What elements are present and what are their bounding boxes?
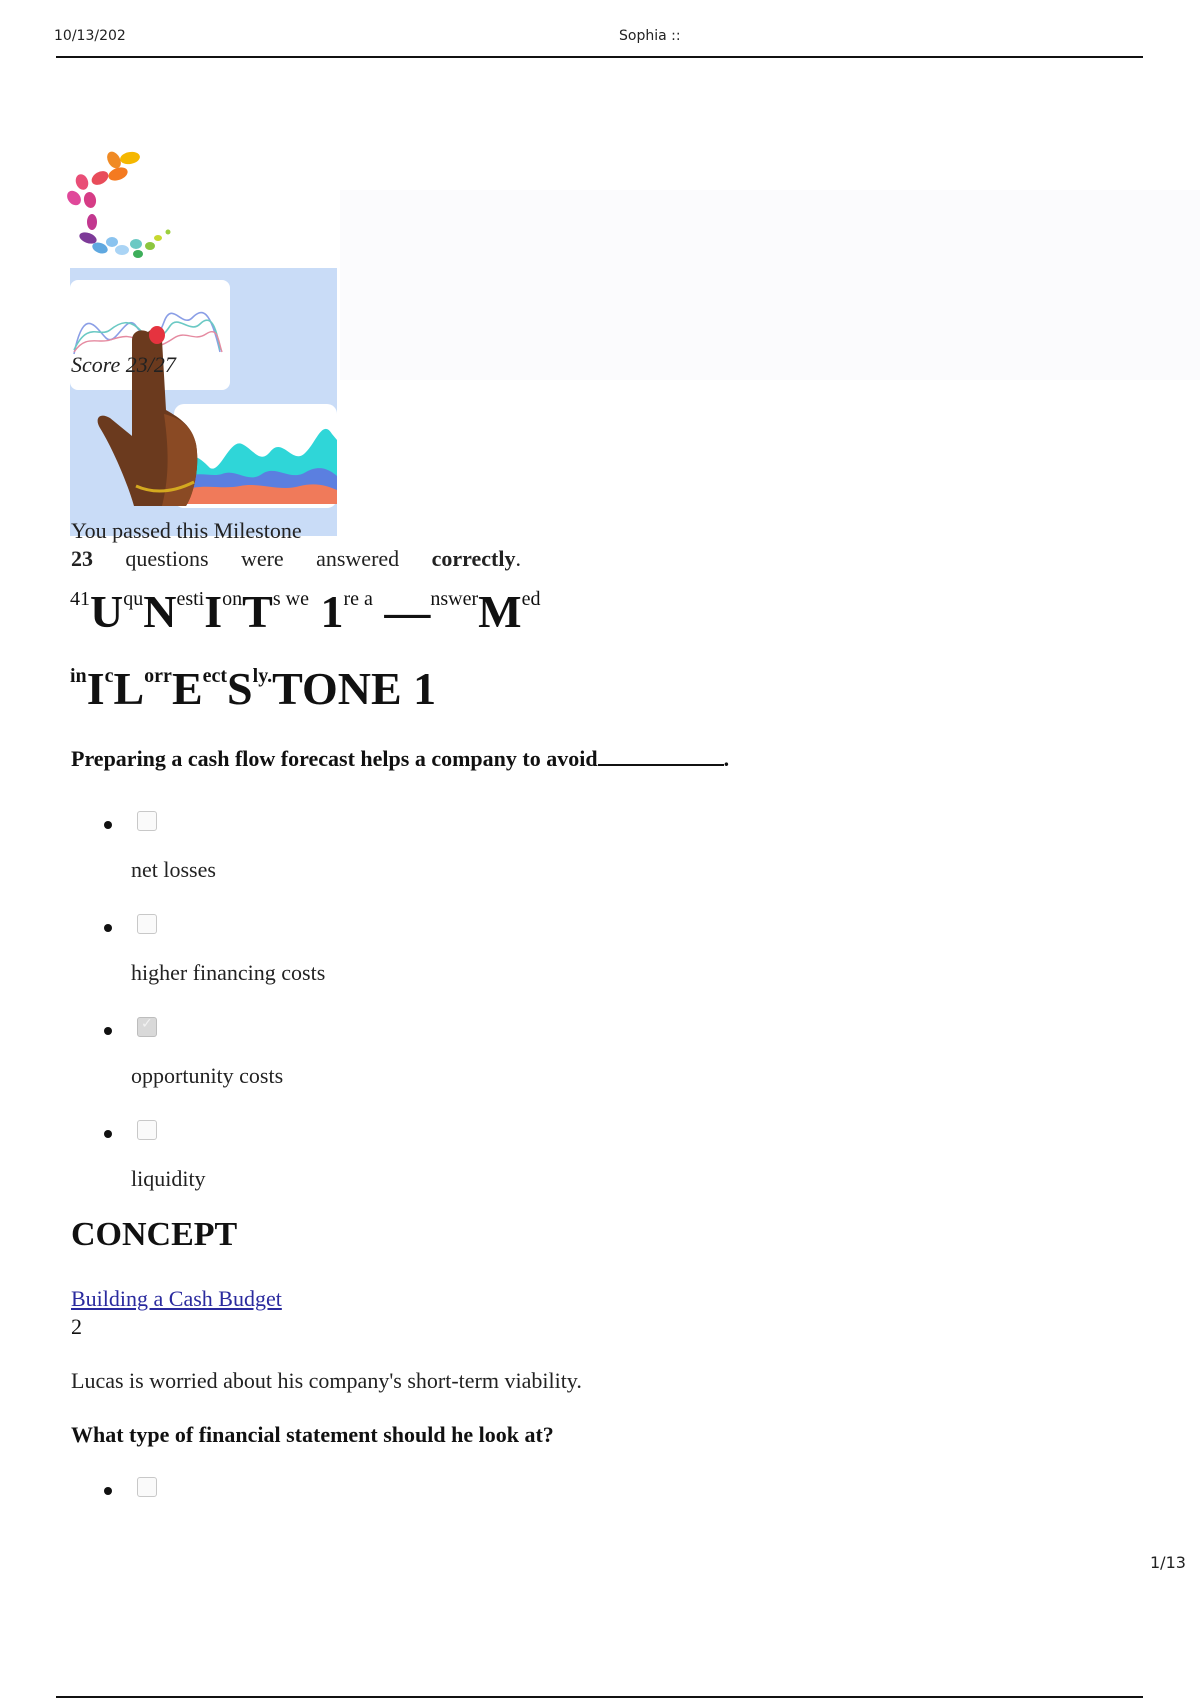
heading-fragment: I (86, 663, 105, 714)
summary-correctly: correctly. (431, 546, 521, 571)
summary-word: questions (125, 546, 209, 571)
superscript-fragment: esti (176, 588, 205, 610)
heading-fragment: U (90, 586, 124, 637)
answered-summary (71, 546, 521, 572)
milestone-passed-text: You passed this Milestone (71, 518, 302, 543)
heading-fragment: N (143, 586, 177, 637)
superscript-fragment: nswer (430, 588, 479, 610)
top-rule (56, 56, 1143, 58)
option-checkbox[interactable] (137, 914, 157, 934)
option-label: liquidity (131, 1166, 206, 1191)
option-checkbox-checked[interactable] (137, 1017, 157, 1037)
heading-fragment: S (227, 663, 253, 714)
summary-word: were (240, 546, 284, 571)
heading-fragment: M (478, 586, 522, 637)
option-checkbox[interactable] (137, 1477, 157, 1497)
option-label: net losses (131, 857, 216, 882)
header-date: 10/13/202 (54, 28, 126, 44)
heading-fragment: — (372, 586, 431, 637)
heading-fragment: I (204, 586, 223, 637)
option-checkbox[interactable] (137, 1120, 157, 1140)
bottom-rule (56, 1696, 1143, 1698)
page-number: 1/13 (1150, 1553, 1186, 1572)
bullet (104, 821, 112, 829)
heading-fragment: E (171, 663, 203, 714)
question-1-prompt: Preparing a cash flow forecast helps a company to avoid . (71, 746, 730, 771)
option-label: higher financing costs (131, 960, 326, 985)
option-label: opportunity costs (131, 1063, 284, 1088)
superscript-fragment: ly. (252, 665, 273, 687)
superscript-fragment: ed (521, 588, 541, 610)
superscript-fragment: orr (144, 665, 172, 687)
superscript-fragment: on (222, 588, 243, 610)
bullet (104, 1027, 112, 1035)
score-illustration (70, 268, 337, 536)
superscript-fragment: in (70, 665, 87, 687)
summary-word: answered (316, 546, 400, 571)
superscript-fragment: 1 (80, 588, 90, 610)
superscript-fragment: s we (272, 588, 309, 610)
header-title: Sophia :: (619, 28, 681, 44)
bullet (104, 1130, 112, 1138)
concept-heading: CONCEPT (71, 1216, 238, 1253)
superscript-fragment: 4 (70, 588, 80, 610)
option-checkbox[interactable] (137, 811, 157, 831)
heading-fragment: L (113, 663, 145, 714)
superscript-fragment: qu (123, 588, 144, 610)
superscript-fragment: c (104, 665, 114, 687)
bullet (104, 1487, 112, 1495)
superscript-fragment: re a (343, 588, 373, 610)
heading-fragment: 1 (308, 586, 344, 637)
bullet (104, 924, 112, 932)
sophia-logo-icon (66, 150, 176, 268)
heading-fragment: TONE 1 (272, 663, 437, 714)
garbled-heading-line2 (70, 662, 436, 715)
concept-link[interactable]: Building a Cash Budget (71, 1286, 282, 1311)
question-2-intro: Lucas is worried about his company's short-term viability. (71, 1368, 582, 1393)
banner-background (340, 190, 1200, 380)
heading-fragment: T (242, 586, 273, 637)
superscript-fragment: ect (202, 665, 228, 687)
question-2-prompt: What type of financial statement should he look at? (71, 1422, 554, 1447)
score-label: Score 23/27 (71, 352, 176, 377)
garbled-heading-line1 (70, 585, 540, 638)
answer-blank (598, 746, 724, 766)
question-number: 2 (71, 1314, 82, 1339)
correct-count: 23 (71, 546, 93, 571)
